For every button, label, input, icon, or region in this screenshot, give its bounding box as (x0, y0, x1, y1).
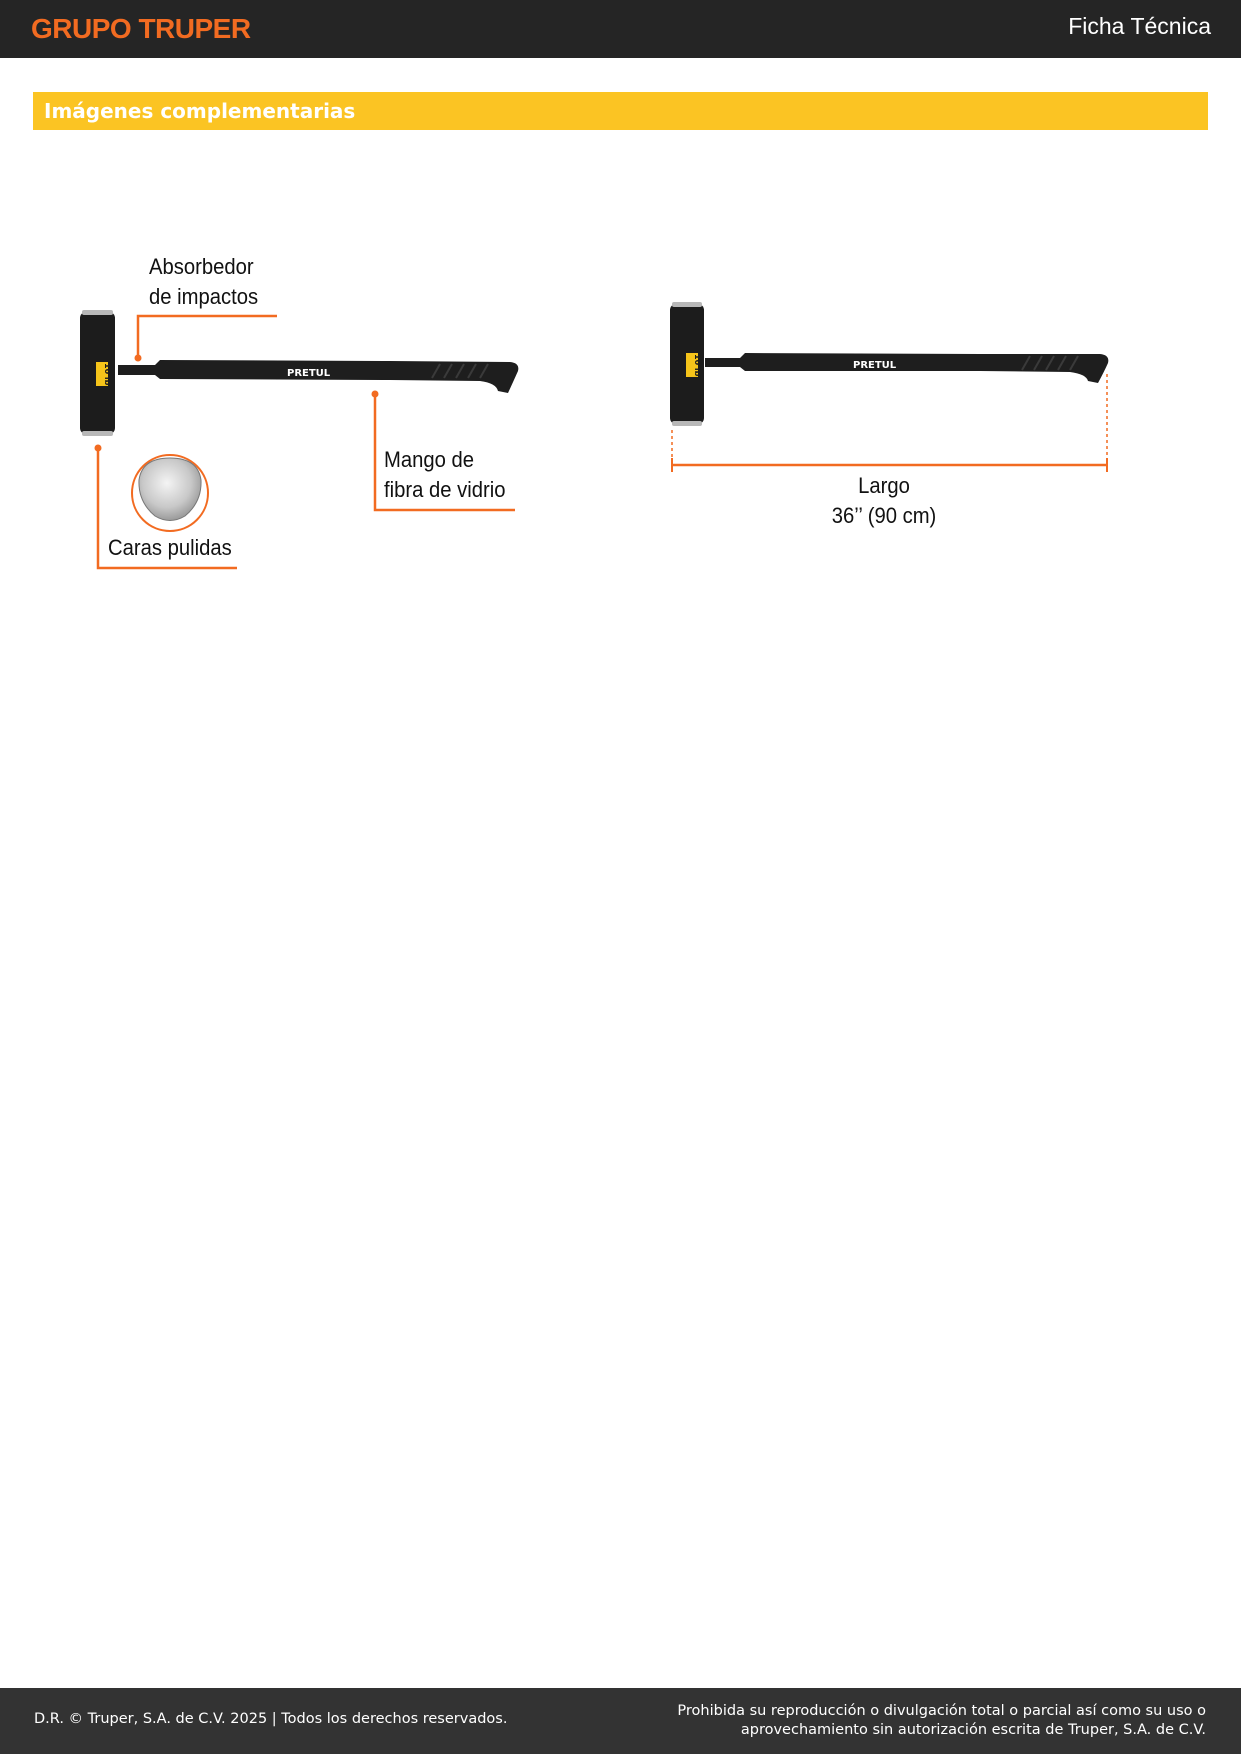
length-label: Largo (858, 473, 910, 498)
faces-callout-text: Caras pulidas (108, 535, 232, 560)
hammer-dimension-figure (650, 290, 1120, 480)
handle-brand-text: PRETUL (287, 368, 331, 379)
page-header (0, 0, 1241, 58)
section-title: Imágenes complementarias (44, 99, 356, 123)
handle-brand-text: PRETUL (853, 360, 897, 371)
section-header (33, 92, 1208, 130)
absorber-callout-line-2: de impactos (149, 284, 259, 309)
absorber-leader-line (138, 316, 277, 358)
legal-notice (677, 1702, 1206, 1740)
legal-notice-line-2: aprovechamiento sin autorización escrita de Truper, S.A. de C.V. (740, 1722, 1206, 1738)
hammer-face-bottom (672, 421, 702, 426)
hammer-face-top (82, 310, 113, 315)
absorber-callout (149, 252, 258, 312)
copyright-text: D.R. © Truper, S.A. de C.V. 2025 | Todos los derechos reservados. (34, 1711, 508, 1727)
length-dimension-label (71, 471, 1241, 531)
hammer-face-top (672, 302, 702, 307)
absorber-callout-line-1: Absorbedor (149, 254, 254, 279)
page-footer (0, 1688, 1241, 1754)
legal-notice-line-1: Prohibida su reproducción o divulgación total o parcial así como su uso o (677, 1703, 1206, 1719)
weight-label-text: 10 lb (103, 363, 112, 386)
handle-callout-line-1: Mango de (384, 447, 475, 472)
handle-callout-line-2: fibra de vidrio (384, 477, 506, 502)
faces-callout (108, 533, 232, 563)
weight-label-text: 10 lb (693, 354, 702, 377)
document-type: Ficha Técnica (1068, 13, 1211, 39)
length-value: 36’’ (90 cm) (831, 503, 937, 528)
brand-logo: GRUPO TRUPER (31, 13, 251, 44)
hammer-face-bottom (82, 431, 113, 436)
